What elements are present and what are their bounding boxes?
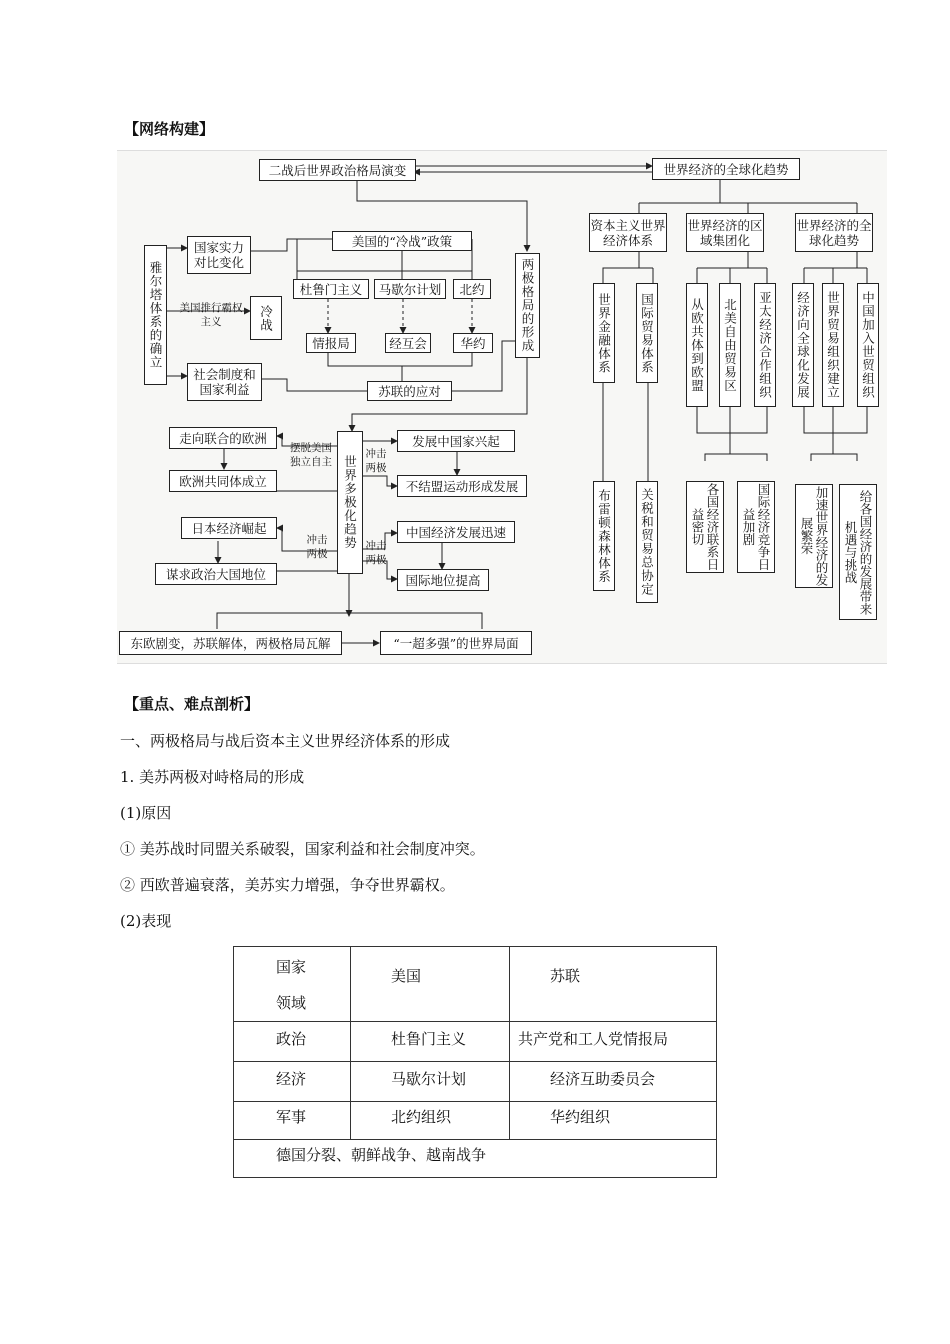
- one-super-box: “一超多强”的世界局面: [380, 631, 532, 655]
- cominform-box: 情报局: [306, 333, 356, 353]
- concept-diagram: [117, 150, 887, 664]
- table-row: [234, 1022, 717, 1062]
- power-box: 国家实力对比变化: [187, 236, 251, 274]
- hegemony-note: 美国推行霸权主义: [179, 302, 243, 328]
- opportunity-box: 给各国经济的发展带来机遇与挑战: [839, 484, 877, 620]
- cold-war-box: 冷战: [250, 296, 282, 340]
- prosperity-box: 加速世界经济的发展繁荣: [795, 484, 833, 588]
- bretton-box: 布雷顿森林体系: [593, 481, 615, 591]
- table-header-row: [234, 947, 717, 1022]
- links-box: 各国经济联系日益密切: [686, 481, 724, 573]
- wto-box: 世界贸易组织建立: [822, 283, 844, 407]
- comecon-box: 经互会: [385, 333, 431, 353]
- japan-power-box: 谋求政治大国地位: [155, 563, 277, 585]
- economy-title: 世界经济的全球化趋势: [652, 158, 800, 180]
- impact-label-3: 冲击两极: [365, 540, 387, 566]
- developing-box: 发展中国家兴起: [397, 430, 515, 452]
- table-row: [234, 1062, 717, 1102]
- bipolar-box: 两极格局的形成: [515, 253, 540, 358]
- section-1-1-title: 1. 美苏两极对峙格局的形成: [120, 768, 305, 786]
- china-wto-box: 中国加入世贸组织: [857, 283, 879, 407]
- non-aligned-box: 不结盟运动形成发展: [397, 475, 527, 497]
- global-box: 世界经济的全球化趋势: [795, 213, 873, 252]
- table-footer-row: [234, 1140, 717, 1178]
- apec-box: 亚太经济合作组织: [754, 283, 776, 407]
- ec-eu-box: 从欧共体到欧盟: [686, 283, 708, 407]
- row-us: 马歇尔计划: [391, 1070, 467, 1088]
- row-ussr: 华约组织: [550, 1108, 611, 1126]
- break-us-label: 摆脱美国独立自主: [290, 442, 332, 468]
- china-status-box: 国际地位提高: [397, 569, 489, 591]
- multipolar-box: 世界多极化趋势: [337, 431, 363, 574]
- header-field: 领域: [276, 994, 307, 1012]
- nato-box: 北约: [453, 279, 491, 299]
- soviet-response-box: 苏联的应对: [367, 381, 452, 401]
- footer-events: 德国分裂、朝鲜战争、越南战争: [276, 1146, 487, 1164]
- header-us: 美国: [351, 947, 510, 1022]
- header-ussr: 苏联: [510, 947, 717, 1022]
- impact-label-2: 冲击两极: [306, 534, 328, 560]
- row-field: 政治: [276, 1030, 307, 1048]
- marshall-box: 马歇尔计划: [374, 279, 446, 299]
- gatt-box: 关税和贸易总协定: [636, 481, 658, 603]
- row-us: 北约组织: [391, 1108, 452, 1126]
- row-field: 经济: [276, 1070, 307, 1088]
- develop-global-box: 经济向全球化发展: [792, 283, 814, 407]
- collapse-box: 东欧剧变，苏联解体，两极格局瓦解: [119, 631, 342, 655]
- cause-item-2: ② 西欧普遍衰落，美苏实力增强，争夺世界霸权。: [120, 876, 455, 894]
- ec-founded-box: 欧洲共同体成立: [169, 470, 277, 492]
- row-field: 军事: [276, 1108, 307, 1126]
- nafta-box: 北美自由贸易区: [719, 283, 741, 407]
- capitalist-box: 资本主义世界经济体系: [589, 213, 667, 252]
- yalta-box: 雅尔塔体系的确立: [144, 245, 167, 385]
- row-us: 杜鲁门主义: [391, 1030, 467, 1048]
- row-ussr: 经济互助委员会: [550, 1070, 656, 1088]
- network-heading: 【网络构建】: [124, 120, 215, 138]
- europe-union-box: 走向联合的欧洲: [169, 427, 277, 449]
- regional-box: 世界经济的区域集团化: [686, 213, 764, 252]
- competition-box: 国际经济竞争日益加剧: [737, 481, 775, 573]
- china-growth-box: 中国经济发展迅速: [397, 521, 515, 543]
- comparison-table: [233, 946, 717, 1178]
- finance-box: 世界金融体系: [593, 283, 615, 383]
- political-pattern-title: 二战后世界政治格局演变: [259, 159, 416, 181]
- japan-box: 日本经济崛起: [181, 517, 277, 539]
- header-diagonal-cell: [234, 947, 351, 1022]
- row-ussr: 共产党和工人党情报局: [518, 1030, 669, 1048]
- us-policy-box: 美国的“冷战”政策: [332, 231, 472, 251]
- cause-heading: (1)原因: [120, 804, 172, 822]
- system-box: 社会制度和国家利益: [187, 363, 262, 401]
- section-1-title: 一、两极格局与战后资本主义世界经济体系的形成: [120, 732, 451, 750]
- manifest-heading: (2)表现: [120, 912, 172, 930]
- header-country: 国家: [276, 958, 307, 976]
- table-row: [234, 1102, 717, 1140]
- impact-label-1: 冲击两极: [365, 448, 387, 474]
- cause-item-1: ① 美苏战时同盟关系破裂，国家利益和社会制度冲突。: [120, 840, 485, 858]
- warsaw-box: 华约: [453, 333, 493, 353]
- analysis-heading: 【重点、难点剖析】: [124, 695, 260, 713]
- diagram-connectors: [117, 151, 887, 663]
- truman-box: 杜鲁门主义: [293, 279, 369, 299]
- trade-box: 国际贸易体系: [636, 283, 658, 383]
